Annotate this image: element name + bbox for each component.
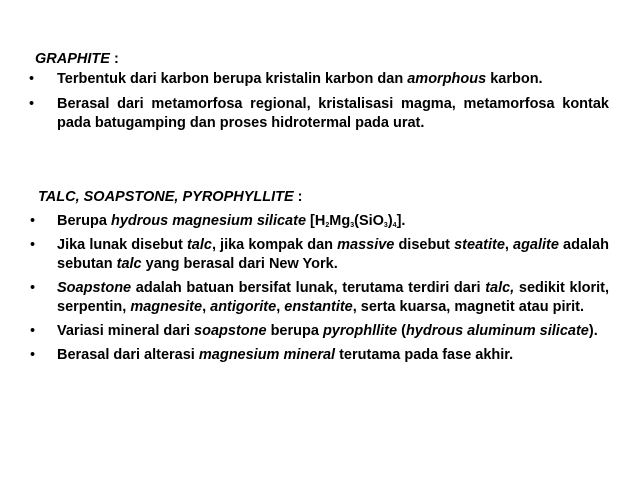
text-run-italic: talc	[116, 256, 142, 272]
text-run: disebut	[394, 237, 455, 253]
text-run: ,	[276, 299, 285, 315]
text-run: ,	[504, 237, 514, 253]
text-run-italic: soapstone	[194, 323, 267, 339]
talc-heading	[38, 188, 609, 207]
text-run-italic: talc	[186, 237, 212, 253]
graphite-heading	[35, 50, 609, 69]
text-run: terutama pada fase akhir.	[335, 347, 514, 363]
bullet-icon: •	[30, 213, 36, 229]
text-run: adalah sebutan	[57, 237, 609, 272]
text-run: karbon.	[486, 71, 543, 87]
talc-item-5	[29, 346, 609, 365]
text-run: Terbentuk dari karbon berupa kristalin karbon dan	[57, 71, 408, 87]
talc-item-3	[29, 279, 609, 317]
formula-subscript: 3	[383, 222, 388, 229]
bullet-icon: •	[30, 280, 36, 296]
text-run-italic: enstantite	[284, 299, 353, 315]
talc-item-1	[29, 212, 609, 231]
text-run: ,	[202, 299, 211, 315]
text-run: Variasi mineral dari	[57, 323, 195, 339]
text-run-italic: massive	[337, 237, 395, 253]
text-run: Berupa	[57, 213, 111, 229]
graphite-item-2	[29, 95, 609, 133]
formula-subscript: 3	[350, 222, 355, 229]
formula-subscript: 4	[392, 222, 397, 229]
text-run: Berasal dari metamorfosa regional, kristalisasi magma, metamorfosa kontak pada batugamping dan proses hidrotermal pada urat.	[57, 96, 609, 131]
talc-section	[29, 188, 609, 370]
text-run: adalah batuan bersifat lunak, terutama terdiri dari	[131, 280, 486, 296]
graphite-section	[29, 50, 609, 139]
formula-subscript: 2	[325, 222, 330, 229]
bullet-icon: •	[30, 323, 36, 339]
text-run: ).	[588, 323, 598, 339]
text-run-italic: steatite	[454, 237, 505, 253]
graphite-item-1	[29, 70, 609, 89]
bullet-icon: •	[30, 347, 36, 363]
text-run: (	[397, 323, 406, 339]
text-run-italic: magnesium mineral	[198, 347, 336, 363]
text-run-italic: hydrous magnesium silicate	[111, 213, 307, 229]
text-run-italic: agalite	[513, 237, 559, 253]
talc-item-4	[29, 322, 609, 341]
talc-item-2	[29, 236, 609, 274]
text-run-italic: Soapstone	[57, 280, 132, 296]
text-run-italic: magnesite	[130, 299, 203, 315]
text-run: yang berasal dari New York.	[141, 256, 338, 272]
text-run-italic: pyrophllite	[322, 323, 398, 339]
formula-part: )	[387, 213, 393, 229]
text-run: berupa	[266, 323, 323, 339]
formula-part: (SiO	[354, 213, 384, 229]
talc-title: TALC, SOAPSTONE, PYROPHYLLITE	[38, 189, 294, 205]
formula-part: ].	[396, 213, 406, 229]
formula-part: Mg	[329, 213, 351, 229]
text-run-italic: talc,	[485, 280, 515, 296]
formula-part: [H	[306, 213, 326, 229]
talc-colon: :	[293, 189, 303, 205]
bullet-icon: •	[30, 237, 36, 253]
bullet-icon: •	[29, 71, 35, 87]
text-run: Berasal dari alterasi	[57, 347, 199, 363]
text-run: Jika lunak disebut	[57, 237, 187, 253]
text-run: , serta kuarsa, magnetit atau pirit.	[352, 299, 585, 315]
graphite-colon: :	[109, 51, 119, 67]
text-run: , jika kompak dan	[211, 237, 338, 253]
text-run-italic: antigorite	[210, 299, 277, 315]
text-run-italic: amorphous	[407, 71, 487, 87]
text-run: sedikit klorit, serpentin,	[57, 280, 609, 315]
graphite-title: GRAPHITE	[35, 51, 110, 67]
text-run-italic: hydrous aluminum silicate	[405, 323, 589, 339]
bullet-icon: •	[29, 96, 35, 112]
